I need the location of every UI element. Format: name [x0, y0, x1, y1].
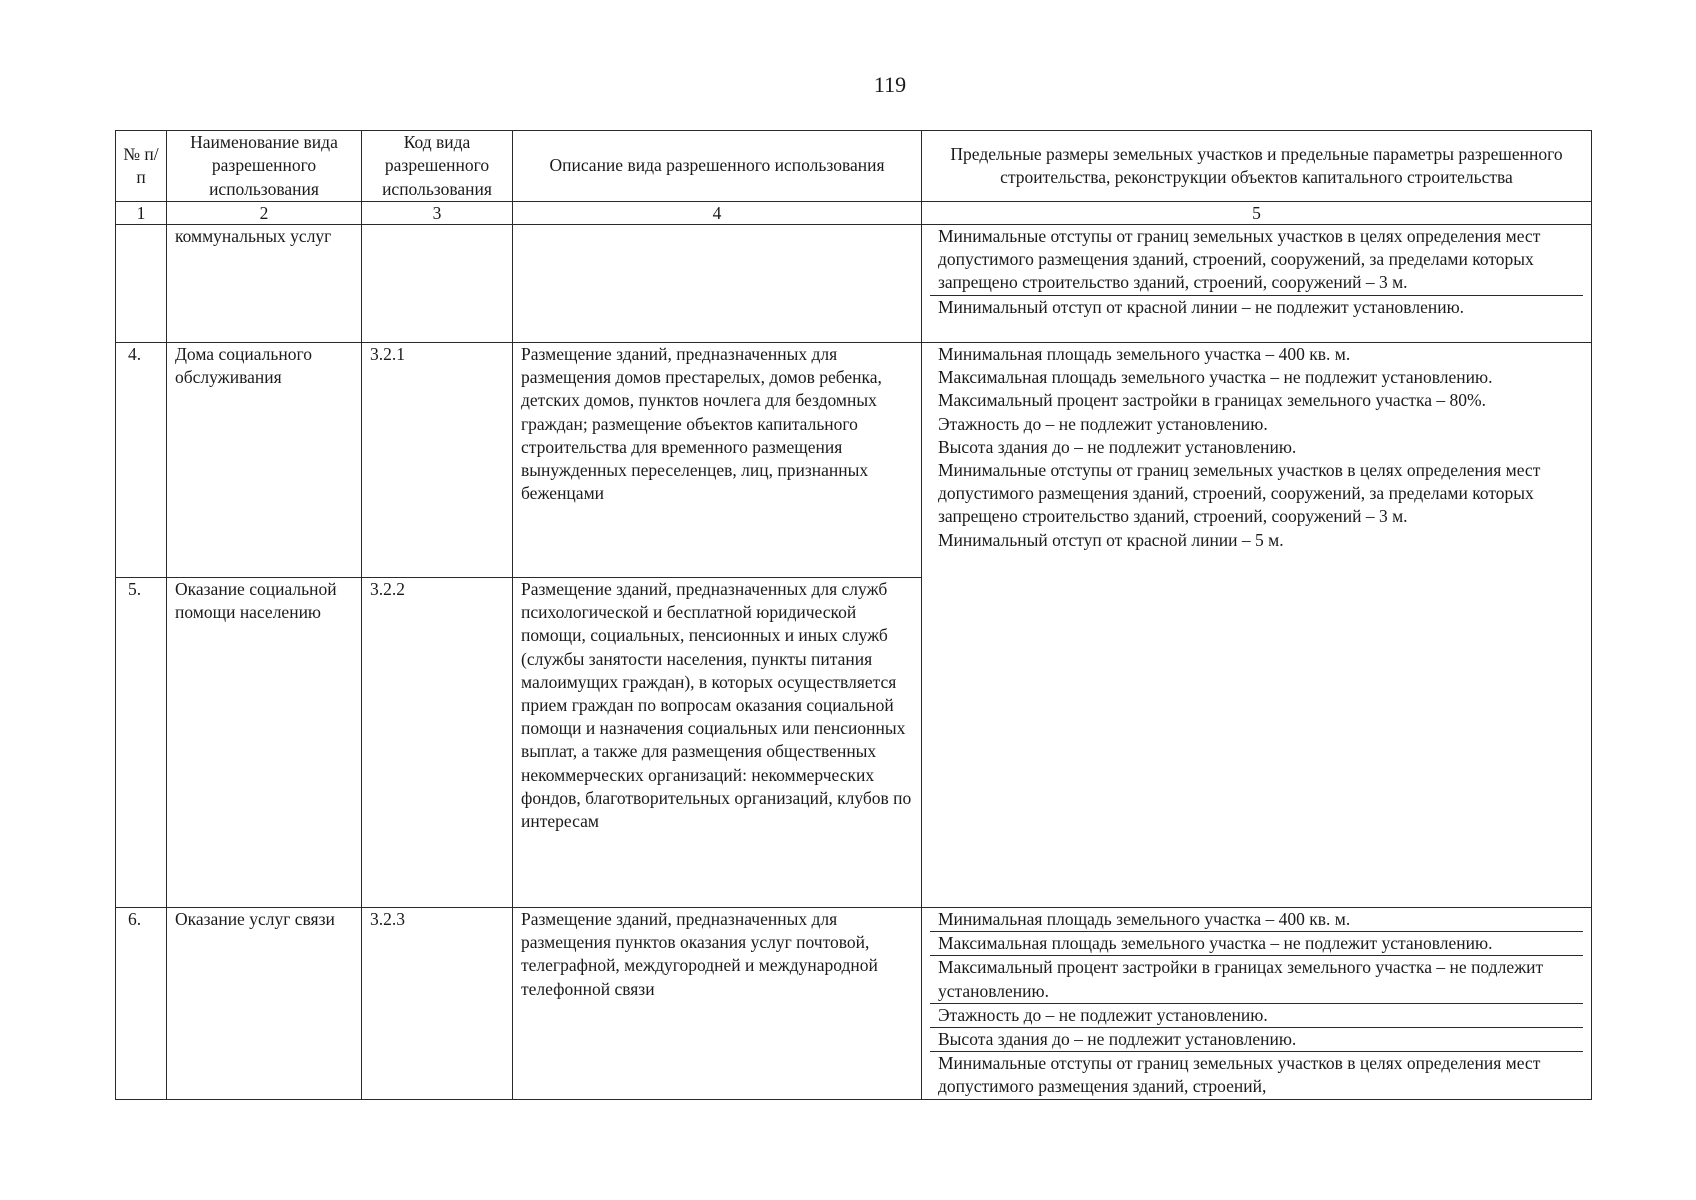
header-params: Предельные размеры земельных участков и предельные параметры разрешенного строительства, реконструкции объектов капитального строительства	[922, 131, 1592, 202]
param-line: Максимальная площадь земельного участка – не подлежит установлению.	[938, 367, 1493, 388]
table-row	[116, 578, 1592, 908]
column-number: 2	[167, 202, 362, 225]
column-number: 4	[513, 202, 922, 225]
table-row	[116, 225, 1592, 343]
param-line: Минимальный отступ от красной линии – 5 м.	[938, 529, 1284, 550]
param-line: Минимальные отступы от границ земельных участков в целях определения мест допустимого размещения зданий, строений,	[938, 1053, 1541, 1097]
column-number-row	[116, 202, 1592, 225]
row-description: Размещение зданий, предназначенных для размещения пунктов оказания услуг почтовой, телеграфной, междугородней и международной телефонной связи	[513, 908, 922, 1100]
row-number: 5.	[116, 578, 167, 908]
param-line: Этажность до – не подлежит установлению.	[938, 413, 1268, 434]
table-row	[116, 908, 1592, 1100]
row-description: Размещение зданий, предназначенных для размещения домов престарелых, домов ребенка, детских домов, пунктов ночлега для бездомных граждан; размещение объектов капитального строительства для временного размещения вынужденных переселенцев, лиц, признанных беженцами	[513, 343, 922, 578]
row-name: коммунальных услуг	[167, 225, 362, 343]
row-params	[922, 343, 1592, 578]
param-line: Высота здания до – не подлежит установлению.	[930, 1028, 1583, 1052]
header-num: № п/п	[116, 131, 167, 202]
header-code: Код вида разрешенного использования	[362, 131, 513, 202]
row-description: Размещение зданий, предназначенных для служб психологической и бесплатной юридической помощи, социальных, пенсионных и иных служб (службы занятости населения, пункты питания малоимущих граждан), в которых осуществляется прием граждан по вопросам оказания социальной помощи и назначения социальных или пенсионных выплат, а также для размещения общественных некоммерческих организаций: некоммерческих фондов, благотворительных организаций, клубов по интересам	[513, 578, 922, 908]
header-description: Описание вида разрешенного использования	[513, 131, 922, 202]
row-code: 3.2.3	[362, 908, 513, 1100]
column-number: 1	[116, 202, 167, 225]
param-line: Максимальный процент застройки в границах земельного участка – 80%.	[938, 390, 1487, 411]
row-params-shared	[922, 578, 1592, 908]
header-name: Наименование вида разрешенного использования	[167, 131, 362, 202]
row-number: 4.	[116, 343, 167, 578]
param-line: Минимальные отступы от границ земельных участков в целях определения мест допустимого размещения зданий, строений, сооружений, за пределами которых запрещено строительство зданий, строений, сооружений – 3 м.	[938, 460, 1541, 527]
row-params	[922, 908, 1592, 1100]
page-number: 119	[873, 72, 907, 97]
param-line: Минимальная площадь земельного участка – 400 кв. м.	[938, 344, 1351, 364]
param-line: Минимальный отступ от красной линии – не подлежит установлению.	[938, 296, 1465, 317]
row-name: Оказание социальной помощи населению	[167, 578, 362, 908]
row-code: 3.2.2	[362, 578, 513, 908]
row-params	[922, 225, 1592, 343]
row-code: 3.2.1	[362, 343, 513, 578]
param-line: Максимальный процент застройки в границах земельного участка – не подлежит установлению.	[930, 956, 1583, 1003]
row-name: Оказание услуг связи	[167, 908, 362, 1100]
table-row	[116, 343, 1592, 578]
param-line: Минимальные отступы от границ земельных участков в целях определения мест допустимого размещения зданий, строений, сооружений, за пределами которых запрещено строительство зданий, строений, сооружений – 3 м.	[930, 225, 1583, 296]
column-number: 3	[362, 202, 513, 225]
column-number: 5	[922, 202, 1592, 225]
param-line: Этажность до – не подлежит установлению.	[930, 1004, 1583, 1028]
header-row	[116, 131, 1592, 202]
row-number: 6.	[116, 908, 167, 1100]
param-line: Максимальная площадь земельного участка – не подлежит установлению.	[930, 932, 1583, 956]
land-use-table	[115, 130, 1592, 1100]
param-line: Минимальная площадь земельного участка – 400 кв. м.	[930, 908, 1583, 932]
row-name: Дома социального обслуживания	[167, 343, 362, 578]
param-line: Высота здания до – не подлежит установлению.	[938, 436, 1297, 457]
